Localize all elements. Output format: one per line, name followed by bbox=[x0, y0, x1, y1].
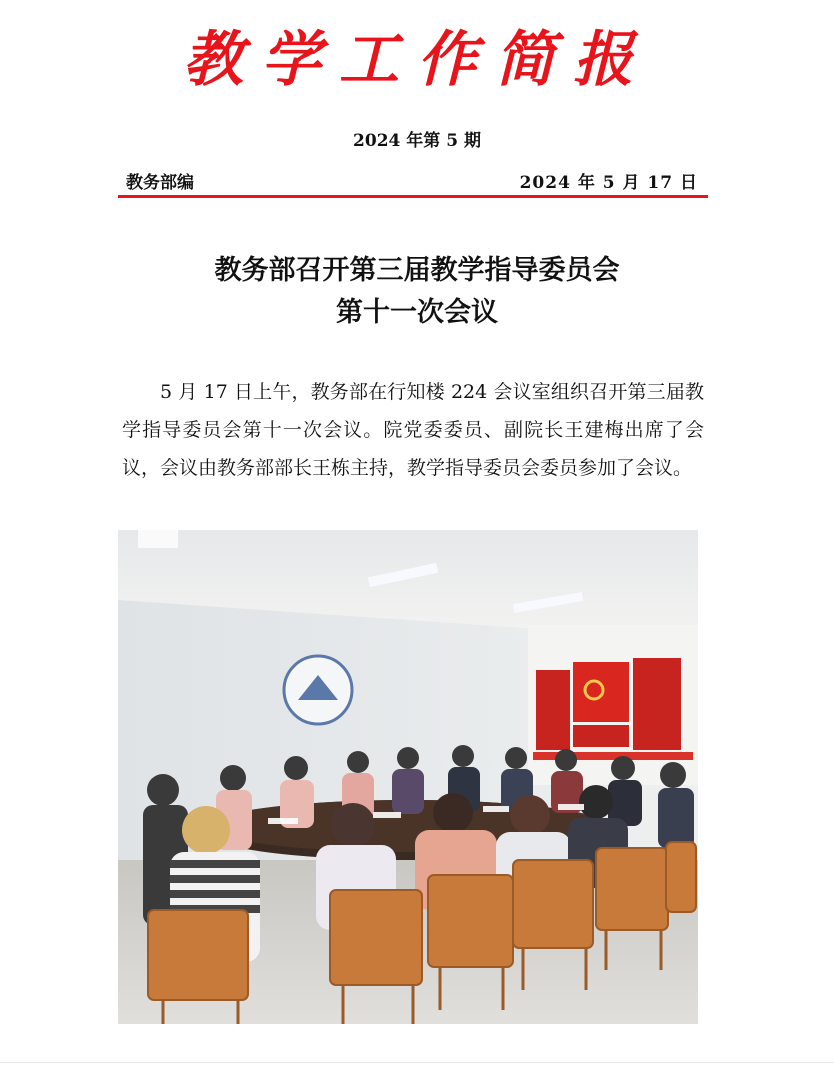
publish-date: 2024 年 5 月 17 日 bbox=[519, 173, 698, 193]
article-title-line1: 教务部召开第三届教学指导委员会 bbox=[214, 255, 620, 286]
editor-label: 教务部编 bbox=[126, 173, 194, 193]
page-bottom-edge bbox=[0, 1062, 834, 1063]
meta-row bbox=[122, 170, 706, 196]
red-divider bbox=[118, 195, 708, 198]
meeting-photo bbox=[118, 530, 698, 1024]
article-title-line2: 第十一次会议 bbox=[336, 297, 498, 328]
article-paragraph: 5 月 17 日上午，教务部在行知楼 224 会议室组织召开第三届教学指导委员会第十一次会议。院党委委员、副院长王建梅出席了会议，会议由教务部部长王栋主持，教学指导委员会委员参加了会议。 bbox=[122, 381, 704, 479]
article-title bbox=[0, 250, 834, 334]
newsletter-masthead: 教学工作简报 bbox=[183, 25, 651, 95]
issue-number: 2024 年第 5 期 bbox=[353, 131, 481, 151]
